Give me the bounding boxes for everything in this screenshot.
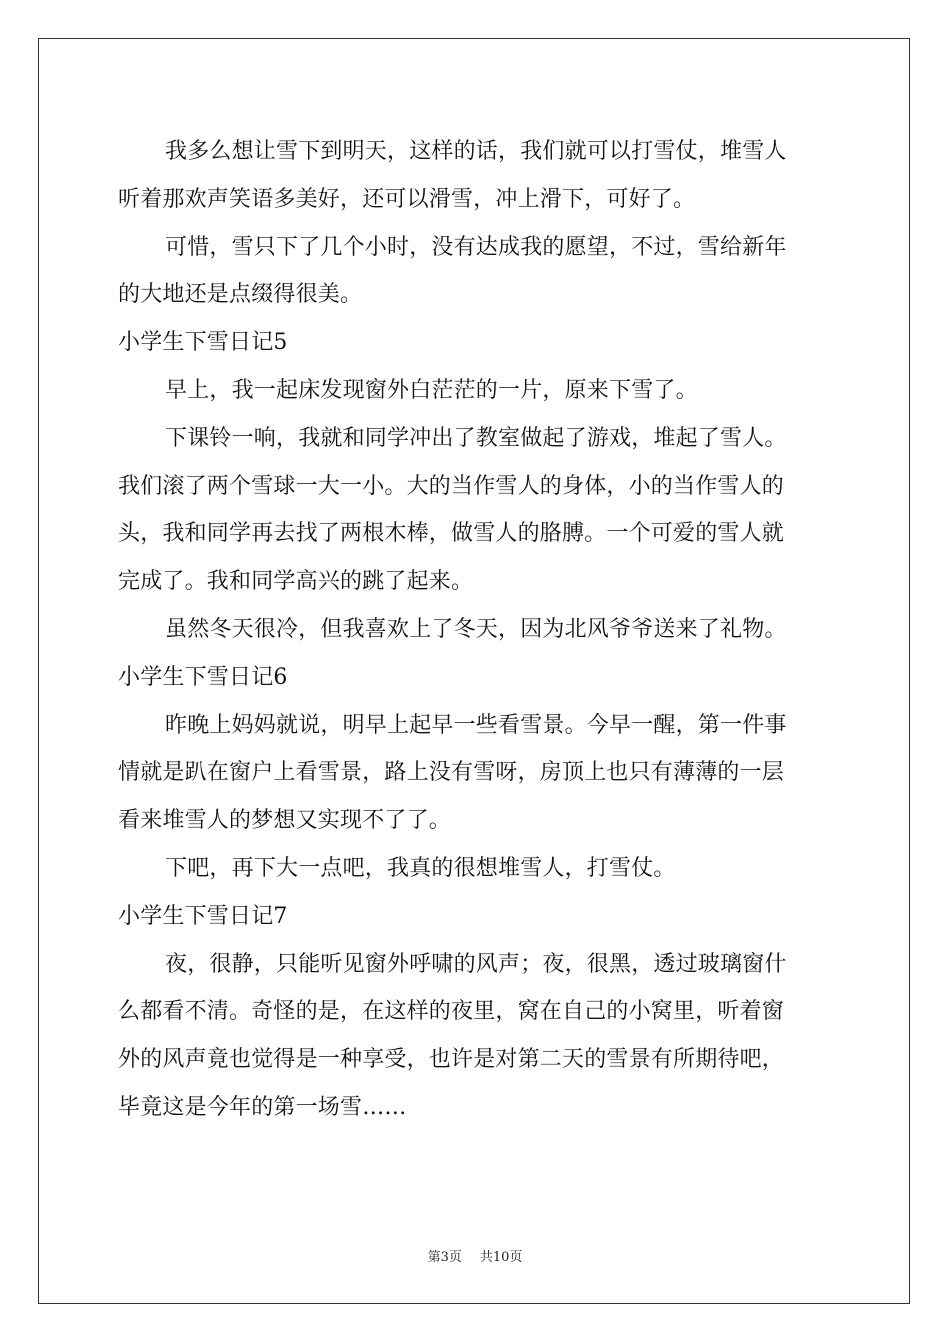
text-line: 毕竟这是今年的第一场雪……: [118, 1094, 407, 1120]
text-line: 可惜，雪只下了几个小时，没有达成我的愿望，不过，雪给新年: [165, 234, 787, 260]
text-line: 我多么想让雪下到明天，这样的话，我们就可以打雪仗，堆雪人: [165, 139, 787, 164]
page-number: 第3页: [427, 1250, 462, 1265]
text-line: 夜，很静，只能听见窗外呼啸的风声；夜，很黑，透过玻璃窗什: [165, 951, 787, 977]
document-body: [118, 128, 838, 1132]
text-line: 外的风声竟也觉得是一种享受，也许是对第二天的雪景有所期待吧，: [118, 1047, 785, 1073]
section-heading: 小学生下雪日记6: [118, 664, 288, 690]
text-line: 昨晚上妈妈就说，明早上起早一些看雪景。今早一醒，第一件事: [165, 712, 787, 738]
text-line: 虽然冬天很冷，但我喜欢上了冬天，因为北风爷爷送来了礼物。: [165, 616, 787, 642]
page-footer: [0, 1246, 950, 1265]
text-line: 头，我和同学再去找了两根木棒，做雪人的胳膊。一个可爱的雪人就: [118, 521, 785, 547]
section-heading: 小学生下雪日记7: [118, 903, 288, 929]
text-line: 看来堆雪人的梦想又实现不了了。: [118, 808, 452, 834]
text-line: 听着那欢声笑语多美好，还可以滑雪，冲上滑下，可好了。: [118, 186, 696, 212]
text-line: 下课铃一响，我就和同学冲出了教室做起了游戏，堆起了雪人。: [165, 425, 787, 451]
section-heading: 小学生下雪日记5: [118, 330, 288, 356]
text-line: 情就是趴在窗户上看雪景，路上没有雪呀，房顶上也只有薄薄的一层: [118, 760, 785, 786]
text-line: 早上，我一起床发现窗外白茫茫的一片，原来下雪了。: [165, 377, 698, 403]
text-line: 么都看不清。奇怪的是，在这样的夜里，窝在自己的小窝里，听着窗: [118, 999, 785, 1025]
text-line: 的大地还是点缀得很美。: [118, 282, 363, 308]
text-line: 完成了。我和同学高兴的跳了起来。: [118, 569, 474, 595]
text-line: 下吧，再下大一点吧，我真的很想堆雪人，打雪仗。: [165, 855, 676, 881]
text-line: 我们滚了两个雪球一大一小。大的当作雪人的身体，小的当作雪人的: [118, 473, 785, 499]
page-total: 共10页: [479, 1250, 523, 1265]
